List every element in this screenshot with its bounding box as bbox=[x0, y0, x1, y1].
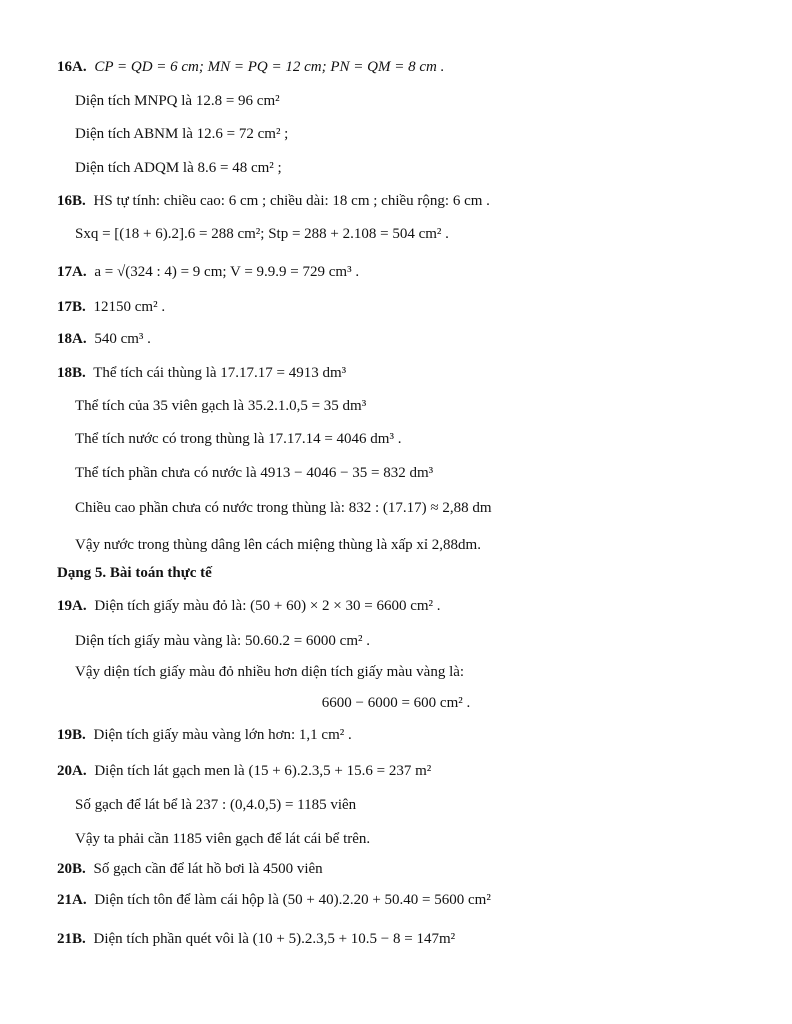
centered-formula: 6600 − 6000 = 600 cm² . bbox=[321, 695, 471, 711]
answer-label: 20A. bbox=[57, 763, 87, 779]
answer-text: Diện tích giấy màu đỏ là: (50 + 60) × 2 × 30 = 6600 cm² . bbox=[94, 598, 441, 614]
answer-label: 16B. bbox=[57, 193, 86, 209]
answer-text: Diện tích giấy màu vàng lớn hơn: 1,1 cm² . bbox=[93, 727, 352, 743]
answer-label: 17A. bbox=[57, 264, 87, 280]
answer-label: 16A. bbox=[57, 59, 87, 75]
text-line: Vậy ta phải cần 1185 viên gạch để lát cái bể trên. bbox=[75, 831, 371, 847]
answer-18b bbox=[57, 363, 346, 383]
answer-label: 21B. bbox=[57, 931, 86, 947]
answer-17b bbox=[57, 297, 165, 317]
answer-text: a = √(324 : 4) = 9 cm; V = 9.9.9 = 729 cm³ . bbox=[94, 264, 360, 280]
text-line: Thể tích của 35 viên gạch là 35.2.1.0,5 = 35 dm³ bbox=[75, 398, 367, 414]
answer-21a bbox=[57, 890, 491, 910]
answer-text: Diện tích tôn để làm cái hộp là (50 + 40).2.20 + 50.40 = 5600 cm² bbox=[94, 892, 491, 908]
text-line: Thể tích nước có trong thùng là 17.17.14 = 4046 dm³ . bbox=[75, 431, 402, 447]
answer-text: CP = QD = 6 cm; MN = PQ = 12 cm; PN = QM = 8 cm . bbox=[94, 59, 445, 75]
answer-label: 20B. bbox=[57, 861, 86, 877]
answer-19a bbox=[57, 596, 441, 616]
answer-label: 17B. bbox=[57, 299, 86, 315]
answer-text: HS tự tính: chiều cao: 6 cm ; chiều dài: 18 cm ; chiều rộng: 6 cm . bbox=[93, 193, 490, 209]
answer-19b bbox=[57, 725, 352, 745]
answer-label: 21A. bbox=[57, 892, 87, 908]
text-line: Diện tích MNPQ là 12.8 = 96 cm² bbox=[75, 93, 280, 109]
text-line: Diện tích giấy màu vàng là: 50.60.2 = 6000 cm² . bbox=[75, 633, 370, 649]
answer-text: Diện tích phần quét vôi là (10 + 5).2.3,5 + 10.5 − 8 = 147m² bbox=[93, 931, 456, 947]
answer-text: 540 cm³ . bbox=[94, 331, 151, 347]
answer-21b bbox=[57, 929, 455, 949]
answer-text: Thể tích cái thùng là 17.17.17 = 4913 dm³ bbox=[93, 365, 347, 381]
answer-text: Diện tích lát gạch men là (15 + 6).2.3,5 + 15.6 = 237 m² bbox=[94, 763, 432, 779]
answer-text: 12150 cm² . bbox=[93, 299, 166, 315]
text-line: Diện tích ABNM là 12.6 = 72 cm² ; bbox=[75, 126, 289, 142]
section-heading: Dạng 5. Bài toán thực tế bbox=[57, 565, 212, 581]
text-line: Số gạch để lát bể là 237 : (0,4.0,5) = 1185 viên bbox=[75, 797, 357, 813]
answer-label: 19B. bbox=[57, 727, 86, 743]
answer-label: 18A. bbox=[57, 331, 87, 347]
answer-17a bbox=[57, 262, 359, 282]
answer-20b bbox=[57, 859, 323, 879]
answer-16b bbox=[57, 191, 490, 211]
answer-20a bbox=[57, 761, 431, 781]
answer-16a bbox=[57, 57, 444, 77]
text-line: Diện tích ADQM là 8.6 = 48 cm² ; bbox=[75, 160, 282, 176]
text-line: Vậy nước trong thùng dâng lên cách miệng thùng là xấp xỉ 2,88dm. bbox=[75, 537, 481, 553]
answer-text: Số gạch cần để lát hồ bơi là 4500 viên bbox=[93, 861, 323, 877]
answer-18a bbox=[57, 329, 151, 349]
answer-label: 18B. bbox=[57, 365, 86, 381]
text-line: Chiều cao phần chưa có nước trong thùng là: 832 : (17.17) ≈ 2,88 dm bbox=[75, 500, 492, 516]
formula-line: Sxq = [(18 + 6).2].6 = 288 cm²; Stp = 288 + 2.108 = 504 cm² . bbox=[75, 226, 449, 242]
text-line: Thể tích phần chưa có nước là 4913 − 4046 − 35 = 832 dm³ bbox=[75, 465, 434, 481]
text-line: Vậy diện tích giấy màu đỏ nhiều hơn diện tích giấy màu vàng là: bbox=[75, 664, 465, 680]
answer-label: 19A. bbox=[57, 598, 87, 614]
